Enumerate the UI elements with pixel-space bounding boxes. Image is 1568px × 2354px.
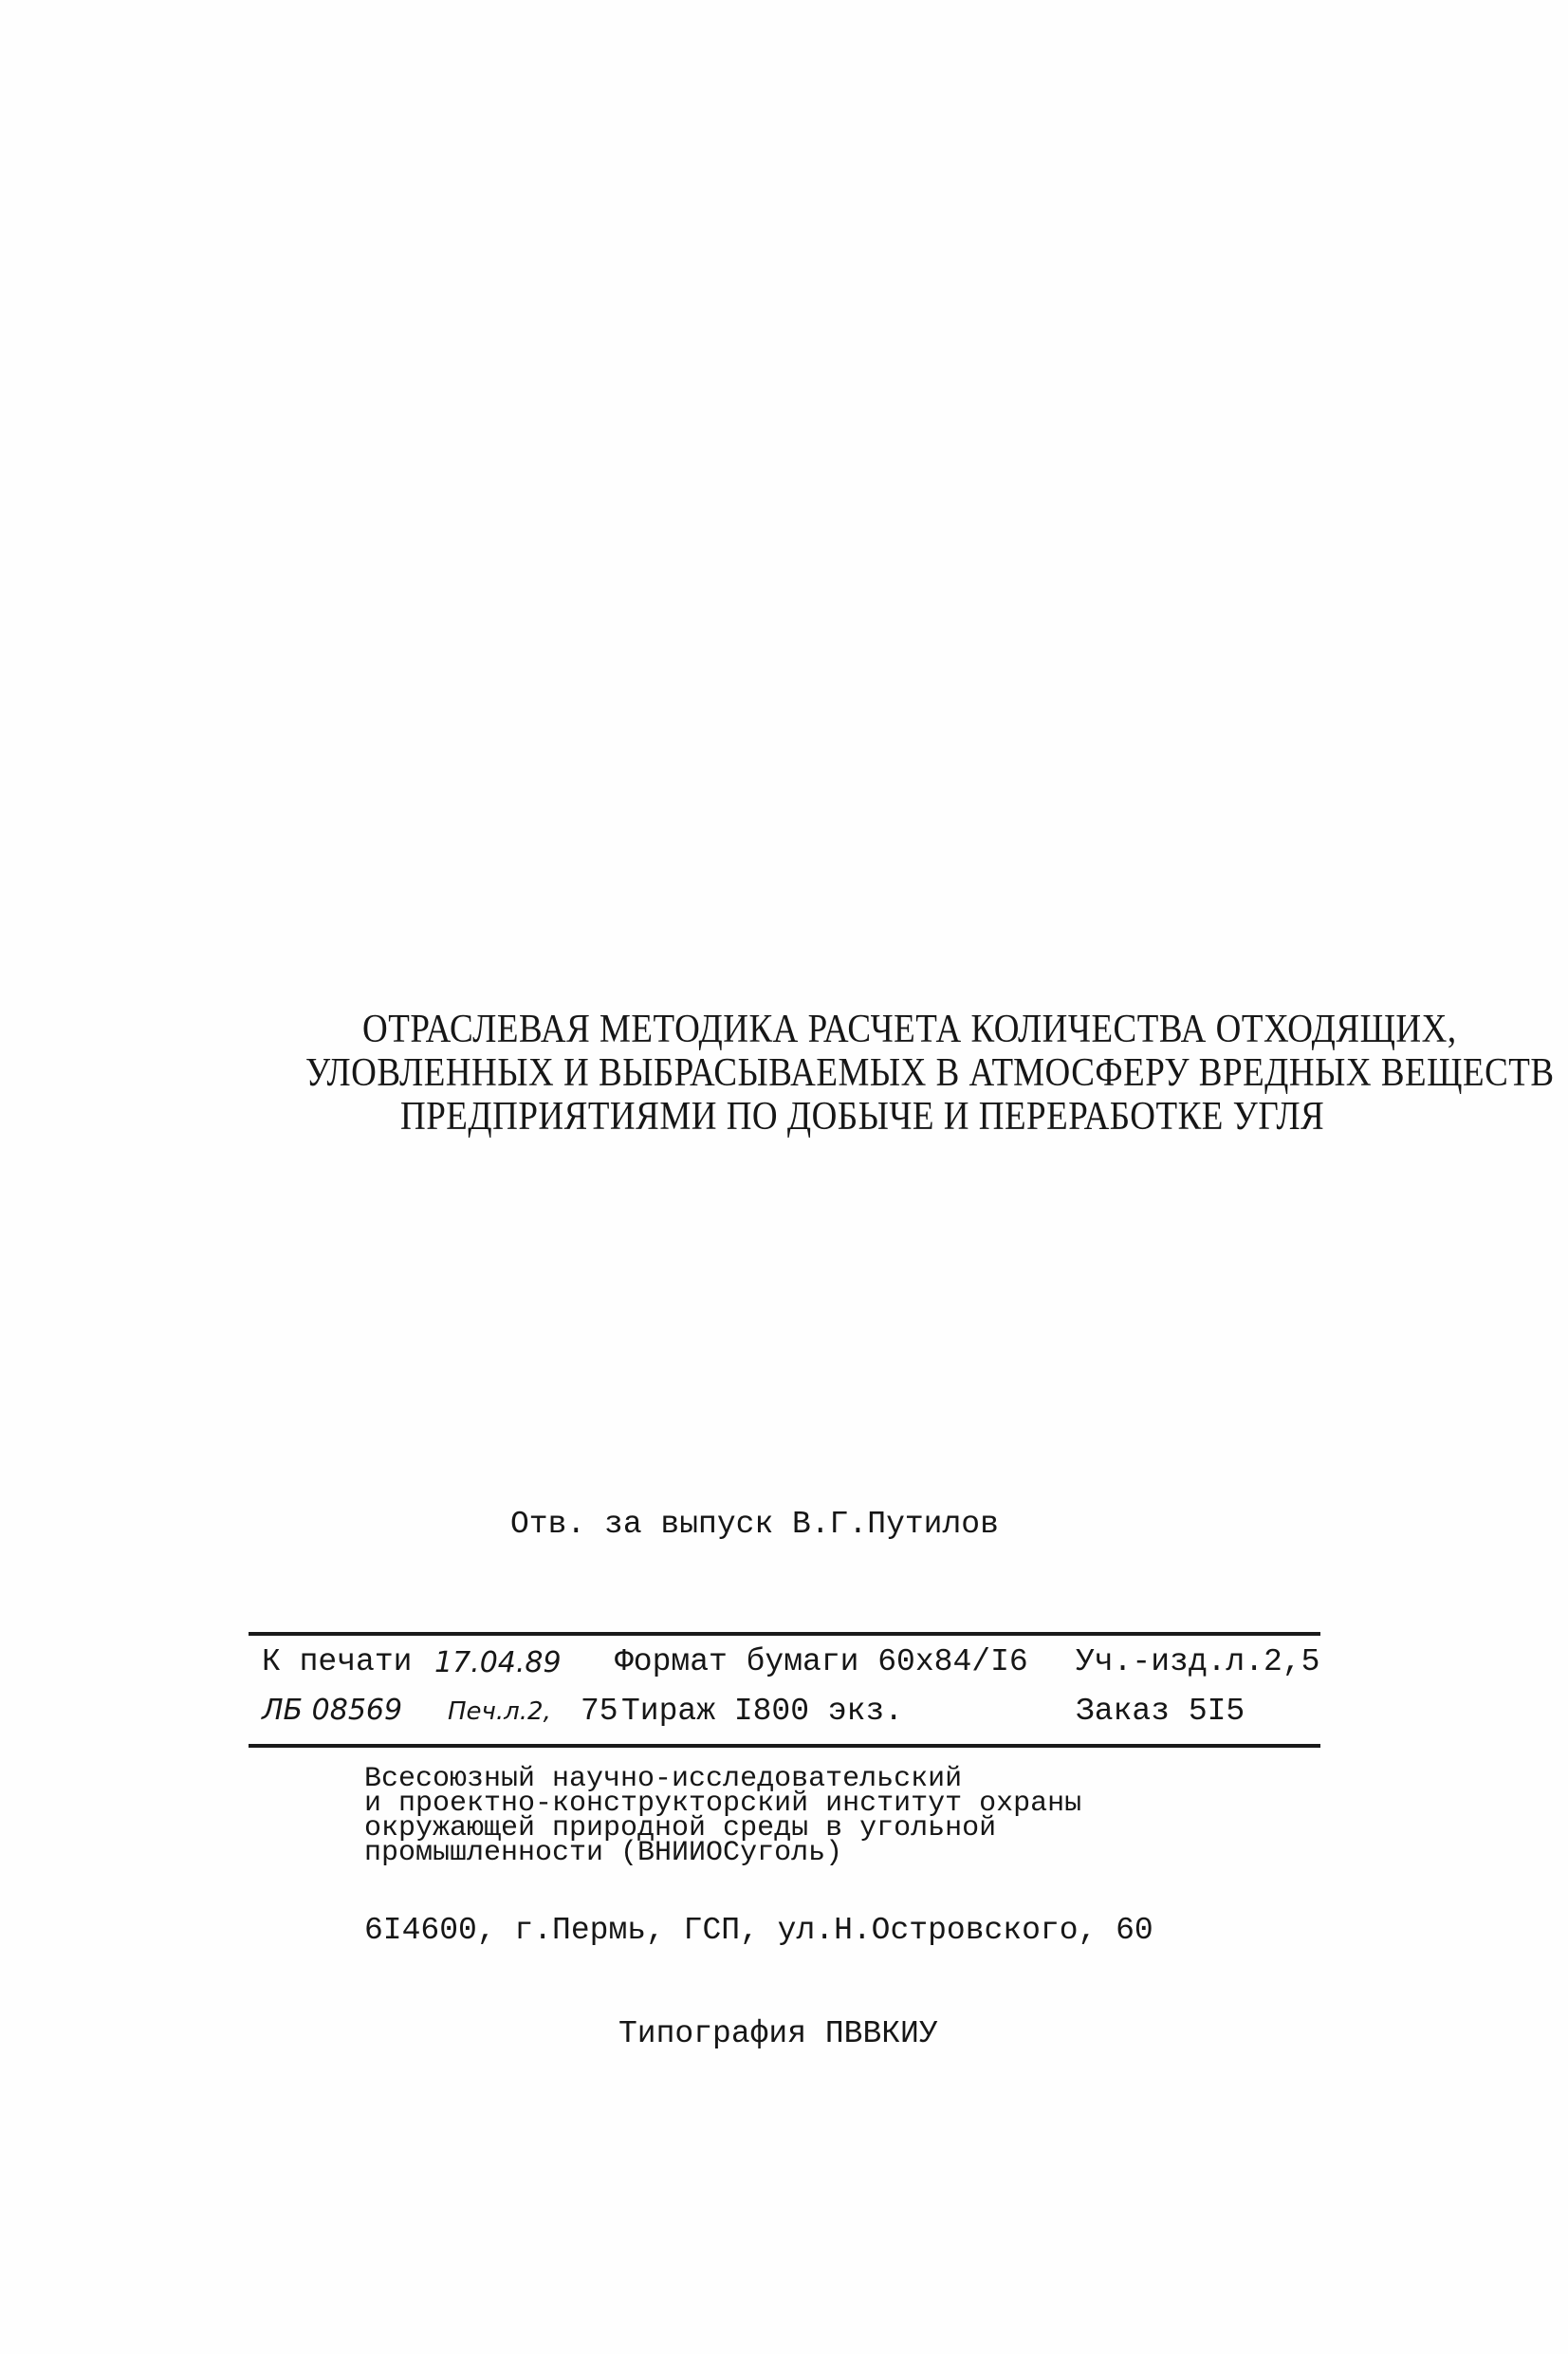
title-line-2: УЛОВЛЕННЫХ И ВЫБРАСЫВАЕМЫХ В АТМОСФЕРУ ВРЕДНЫХ ВЕЩЕСТВ bbox=[305, 1050, 1555, 1096]
order-number: Заказ 5I5 bbox=[1076, 1694, 1245, 1729]
printed-sheets-label: Печ.л.2, bbox=[448, 1697, 551, 1726]
institute-line: промышленности (ВНИИОСуголь) bbox=[364, 1837, 843, 1869]
edition-sheets: Уч.-изд.л.2,5 bbox=[1076, 1644, 1320, 1679]
responsible-editor: Отв. за выпуск В.Г.Путилов bbox=[510, 1507, 999, 1542]
title-line-1: ОТРАСЛЕВАЯ МЕТОДИКА РАСЧЕТА КОЛИЧЕСТВА ОТХОДЯЩИХ, bbox=[362, 1007, 1457, 1052]
paper-format: Формат бумаги 60х84/I6 bbox=[615, 1644, 1028, 1679]
printed-sheets-value: 75 bbox=[581, 1694, 618, 1729]
license-number: ЛБ 08569 bbox=[262, 1694, 403, 1727]
title-line-3: ПРЕДПРИЯТИЯМИ ПО ДОБЫЧЕ И ПЕРЕРАБОТКЕ УГЛЯ bbox=[400, 1094, 1325, 1140]
postal-address: 6I4600, г.Пермь, ГСП, ул.Н.Островского, 60 bbox=[364, 1913, 1153, 1948]
print-date: 17.04.89 bbox=[434, 1646, 562, 1679]
bottom-rule bbox=[249, 1744, 1320, 1748]
printing-house: Типография ПВВКИУ bbox=[618, 2016, 938, 2051]
print-label: К печати bbox=[262, 1644, 413, 1679]
institute-line: окружающей природной среды в угольной bbox=[364, 1812, 997, 1844]
top-rule bbox=[249, 1632, 1320, 1636]
institute-line: и проектно-конструкторский институт охраны bbox=[364, 1788, 1082, 1820]
institute-name bbox=[364, 1763, 1082, 1869]
imprint-table bbox=[249, 1644, 1320, 1749]
institute-line: Всесоюзный научно-исследовательский bbox=[364, 1763, 963, 1795]
circulation: Тираж I800 экз. bbox=[621, 1694, 904, 1729]
